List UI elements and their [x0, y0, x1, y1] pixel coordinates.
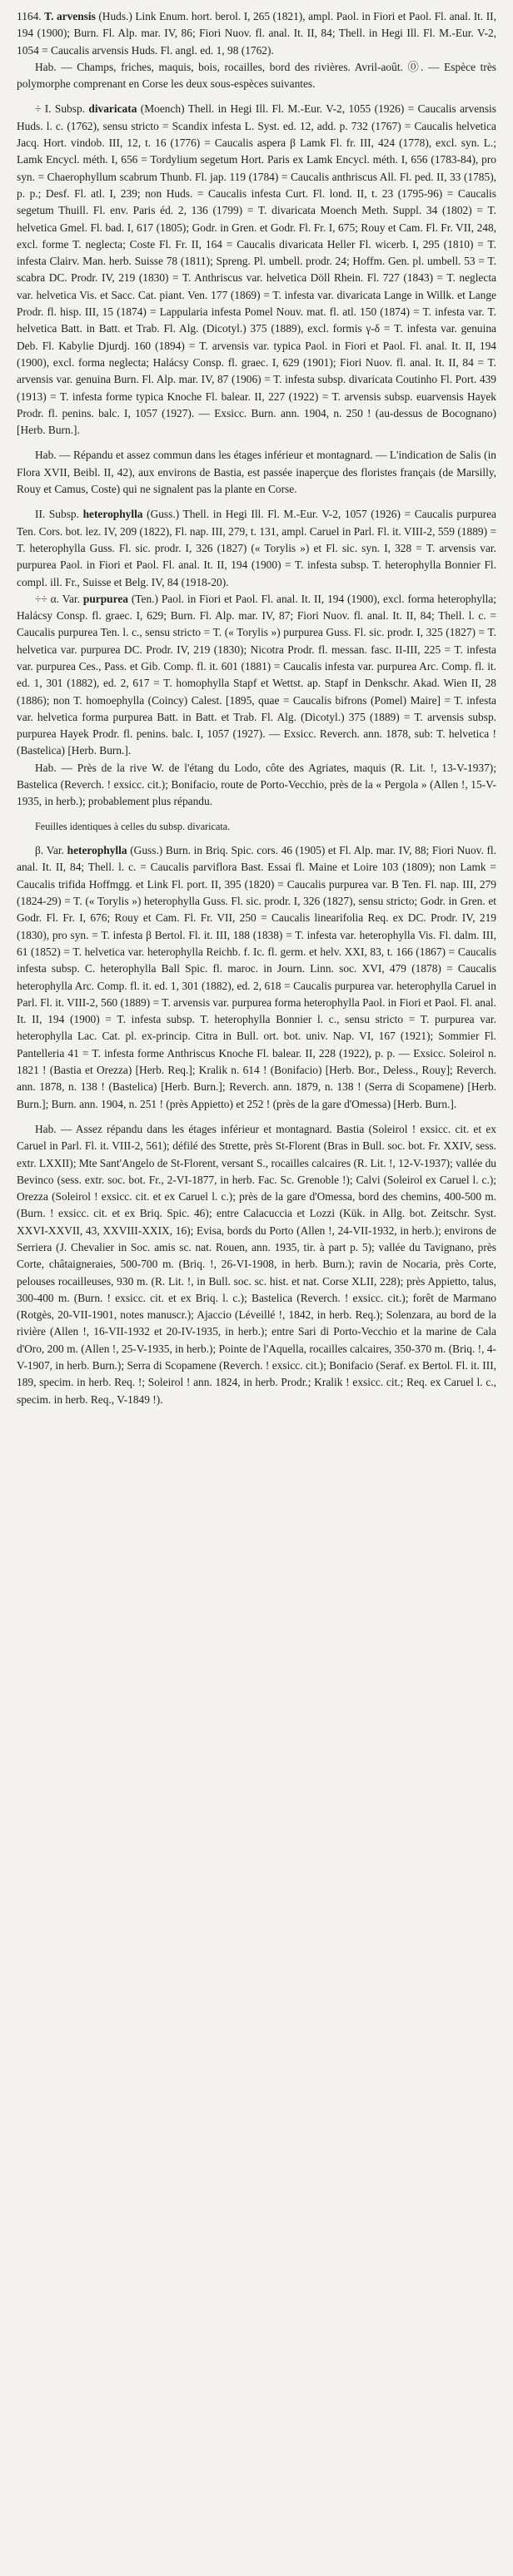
variety-a-name: purpurea — [82, 592, 128, 605]
variety-b-name: heterophylla — [67, 844, 127, 857]
variety-a-paragraph — [17, 591, 496, 760]
variety-b-marker: β. Var. — [35, 844, 64, 857]
subspecies-2-name: heterophylla — [82, 508, 143, 521]
variety-a-marker: ÷÷ α. Var. — [35, 592, 81, 605]
species-habitat: Hab. — Champs, friches, maquis, bois, rocailles, bord des rivières. Avril-août. ⓪. — Espèce très polymorphe comprenant en Corse les deux sous-espèces suivantes. — [17, 60, 496, 91]
subspecies-1-habitat: Hab. — Répandu et assez commun dans les étages inférieur et montagnard. — L'indication de Salis (in Flora XVII, Beibl. II, 42), aux environs de Bastia, est passée inaperçue des floristes français (de Marsilly, Rouy et Camus, Coste) qui ne signalent pas la plante en Corse. — [17, 449, 496, 496]
species-citation: (Huds.) Link Enum. hort. berol. I, 265 (1821), ampl. Paol. in Fiori et Paol. Fl. anal. It. II, 194 (1900); Burn. Fl. Alp. mar. IV, 86; Fiori Nuov. fl. anal. It. II, 84; Thell. in Hegi Ill. Fl. M.-Eur. V-2, 1054 = Caucalis arvensis Huds. Fl. angl. ed. 1, 98 (1762). — [17, 10, 496, 57]
subspecies-1-synonymy: (Moench) Thell. in Hegi Ill. Fl. M.-Eur. V-2, 1055 (1926) = Caucalis arvensis Huds. l. c. (1762), sensu stricto = Scandix infesta L. Syst. ed. 12, add. p. 732 (1767) = Caucalis helvetica Jacq. Hort. vindob. III, 12, t. 16 (1776) = Caucalis aspera β Lamk Fl. fr. III, 424 (1778), excl. syn. L.; Lamk Encycl. méth. I, 656 = Tordylium segetum Hort. Paris ex Lamk Encycl. méth. I, 656 (1783-84), pro syn. = Chaerophyllum scabrum Thunb. Fl. jap. 119 (1784) = Caucalis anthriscus All. Fl. ped. II, 33 (1785), p. p.; Desf. Fl. atl. I, 239; non Huds. = Caucalis infesta Curt. Fl. lond. II, t. 23 (1795-96) = Caucalis segetum Thuill. Fl. env. Paris éd. 2, 136 (1799) = T. divaricata Moench Meth. Suppl. 34 (1802) = T. helvetica Gmel. Fl. bad. I, 617 (1805); Godr. in Gren. et Godr. Fl. Fr. I, 675; Rouy et Cam. Fl. Fr. VII, 248, excl. forme T. neglecta; Coste Fl. Fr. II, 164 = Caucalis divaricata Heller Fl. wicerb. I, 295 (1810) = T. infesta Clairv. Man. herb. Suisse 78 (1811); Spreng. Pl. umbell. prodr. 24; Hoffm. Gen. pl. umbell. 53 = T. scabra DC. Prodr. IV, 219 (1830) = T. Anthriscus var. helvetica Döll Rhein. Fl. 727 (1843) = T. neglecta var. helvetica Vis. et Sacc. Cat. piant. Ven. 177 (1869) = T. infesta var. divaricata Lange in Willk. et Lange Prodr. fl. hisp. III, 15 (1874) = Lappularia infesta Pomel Nouv. mat. fl. atl. 150 (1874) = T. infesta var. T. helvetica Batt. in Batt. et Trab. Fl. Alg. (Dicotyl.) 375 (1889), excl. formis γ-δ = T. infesta var. genuina Deb. Fl. Kabylie Djurdj. 160 (1894) = T. arvensis var. typica Paol. in Fiori et Paol. Fl. anal. It. II, 194 (1900), excl. forma neglecta; Halácsy Consp. fl. graec. I, 629 (1901); Fiori Nuov. fl. anal. It. II, 84 = T. arvensis var. genuina Burn. Fl. Alp. mar. IV, 87 (1906) = T. infesta subsp. divaricata Coutinho Fl. Port. 439 (1913) = T. infesta forme typica Knoche Fl. balear. II, 227 (1922) = T. arvensis subsp. euarvensis Hayek Prodr. fl. penins. balc. I, 1057 (1927). — Exsicc. Burn. ann. 1904, n. 250 ! (au-dessus de Bocognano) [Herb. Burn.]. — [17, 102, 496, 437]
species-epithet: arvensis — [56, 10, 96, 22]
subspecies-1-name: divaricata — [88, 102, 137, 116]
variety-b-synonymy: (Guss.) Burn. in Briq. Spic. cors. 46 (1905) et Fl. Alp. mar. IV, 88; Fiori Nuov. fl. anal. It. II, 84; Thell. l. c. = Caucalis parviflora Bast. Essai fl. Maine et Loire 103 (1809); non Lamk = Caucalis trifida Hoffmgg. et Link Fl. port. II, 395 (1820) = Caucalis purpurea var. B Ten. Fl. nap. III, 279 (1824-29) = T. (« Torylis ») heterophylla Guss. Fl. sic. prodr. I, 326 (1827), sensu stricto; Godr. in Gren. et Godr. Fl. Fr. I, 676; Rouy et Cam. Fl. Fr. VII, 250 = Caucalis linearifolia Req. ex DC. Prodr. IV, 219 (1830), pro syn. = T. infesta β Bertol. Fl. it. III, 188 (1838) = T. infesta var. heterophylla Vis. Fl. dalm. III, 61 (1852) = T. helvetica var. heterophylla Reichb. f. Ic. fl. germ. et helv. XXI, 83, t. 166 (1867) = Caucalis infesta subsp. C. heterophylla Ball Spic. fl. maroc. in Journ. Linn. soc. XVI, 479 (1878) = Caucalis heterophylla Arc. Comp. fl. it. ed. 1, 301 (1882), ed. 2, 618 = Caucalis purpurea var. heterophylla Caruel in Parl. Fl. it. VIII-2, 560 (1889) = T. arvensis var. purpurea forma heterophylla Paol. in Fiori et Paol. Fl. anal. It. II, 194 (1900) = T. infesta subsp. T. heterophylla Bonnier l. c., sensu stricto = T. purpurea var. heterophylla Lac. Cat. pl. ex-princip. Citra in Bull. ort. bot. univ. Nap. VI, 167 (1921); Sommier Fl. Pantelleria 41 = T. infesta forme Anthriscus Knoche Fl. balear. II, 228 (1922), p. p. — Exsicc. Soleirol n. 1821 ! (Bastia et Orezza) [Herb. Req.]; Kralik n. 614 ! (Bonifacio) [Herb. Bor., Deless., Rouy]; Reverch. ann. 1878, n. 138 ! (Bastelica) [Herb. Burn.]; Reverch. ann. 1879, n. 138 ! (Serra di Scopamene) [Herb. Burn.]; Burn. ann. 1904, n. 251 ! (près Appietto) et 252 ! (près de la gare d'Omessa) [Herb. Burn.]. — [17, 844, 496, 1110]
subspecies-1-paragraph — [17, 101, 496, 439]
subspecies-1-marker: ÷ I. Subsp. — [35, 102, 85, 116]
subspecies-2-synonymy: (Guss.) Thell. in Hegi Ill. Fl. M.-Eur. V-2, 1057 (1926) = Caucalis purpurea Ten. Cors. bot. lez. IV, 209 (1822), Fl. nap. III, 279, t. 131, ampl. Caruel in Parl. Fl. it. VIII-2, 559 (1889) = T. heterophylla Guss. Fl. sic. prodr. I, 326 (1827) (« Torylis ») et Fl. sic. syn. I, 328 = T. arvensis var. purpurea Paol. in Fiori et Paol. Fl. anal. It. II, 194 (1900) = T. infesta subsp. T. heterophylla Bonnier Fl. compl. ill. Fr., Suisse et Belg. IV, 84 (1918-20). — [17, 508, 496, 588]
variety-b-paragraph — [17, 842, 496, 1113]
variety-a-synonymy: (Ten.) Paol. in Fiori et Paol. Fl. anal. It. II, 194 (1900), excl. forma heterophylla; Halácsy Consp. fl. graec. I, 629; Burn. Fl. Alp. mar. IV, 87; Fiori Nuov. fl. anal. It. II, 84; Thell. l. c. = Caucalis purpurea Ten. l. c., sensu stricto = T. (« Torylis ») purpurea Guss. Fl. sic. prodr. I, 325 (1827) = T. helvetica var. purpurea DC. Prodr. IV, 219 (1830); Nicotra Prodr. fl. messan. fasc. II-III, 225 = T. infesta var. purpurea Ces., Pass. et Gib. Comp. fl. it. 601 (1881) = Caucalis infesta var. purpurea Arc. Comp. fl. it. ed. 1, 301 (1882), ed. 2, 617 = T. homophylla Stapf et Wettst. ap. Stapf in Denkschr. Akad. Wien II, 28 (1886); non T. homoephylla (Coincy) Calest. [1895, quae = Caucalis bifrons (Pomel) Maire] = T. infesta var. helvetica forma purpurea Batt. in Batt. et Trab. Fl. Alg. (Dicotyl.) 375 (1889) = T. arvensis subsp. purpurea Hayek Prodr. fl. penins. balc. I, 1057 (1927). — Exsicc. Reverch. ann. 1878, sub: T. helvetica ! (Bastelica) [Herb. Burn.]. — [17, 592, 496, 757]
subspecies-2-paragraph — [17, 506, 496, 590]
subspecies-2-marker: II. Subsp. — [35, 508, 79, 521]
variety-a-note: Feuilles identiques à celles du subsp. divaricata. — [35, 820, 231, 832]
variety-a-habitat: Hab. — Près de la rive W. de l'étang du Lodo, côte des Agriates, maquis (R. Lit. !, 13-V-1937); Bastelica (Reverch. ! exsicc. cit.); Bonifacio, route de Porto-Vecchio, près de la « Pergola » (Allen !, 15-V-1935, in herb.); probablement plus répandu. — [17, 761, 496, 808]
variety-b-habitat: Hab. — Assez répandu dans les étages inférieur et montagnard. Bastia (Soleirol ! exsicc. cit. et ex Caruel in Parl. Fl. it. VIII-2, 561); défilé des Strette, près St-Florent (Bras in Bull. soc. bot. Fr. XXIV, sess. extr. LXXII); Mte Sant'Angelo de St-Florent, versant S., rocailles calcaires (R. Lit. !, 12-V-1937); vallée du Bevinco (sess. extr. soc. bot. Fr., 2-VI-1877, in herb. Fac. Sc. Grenoble !); Calvi (Soleirol ex Caruel l. c.); Orezza (Soleirol ! exsicc. cit. et ex Caruel l. c.); près de la gare d'Omessa, bord des chemins, 400-500 m. (Burn. ! exsicc. cit. et ex Briq. Spic. 46); entre Calacuccia et Lozzi (Kük. in Allg. bot. Zeitschr. Syst. XXVI-XXVII, 43, XXVIII-XXIX, 16); Evisa, bords du Porto (Allen !, 24-VII-1932, in herb.); environs de Serriera (J. Chevalier in Soc. amis sc. nat. Rouen, ann. 1935, tir. à part p. 5); vallée du Tavignano, près Corte, châtaigneraies, 500-700 m. (Briq. !, 26-VI-1908, in herb. Burn.); ravin de Nocaria, près Corte, pelouses rocailleuses, 930 m. (R. Lit. !, in Bull. soc. sc. hist. et nat. Corse XLII, 228); près Appietto, talus, 300-400 m. (Burn. ! exsicc. cit. et ex Briq. l. c.); Bastelica (Reverch. ! exsicc. cit.); forêt de Marmano (Rotgès, 20-VII-1901, notes manuscr.); Ajaccio (Léveillé !, 1842, in herb. Req.); Solenzara, au bord de la rivière (Allen !, 16-VII-1932 et 20-IV-1935, in herb.); entre Sari di Porto-Vecchio et la marine de Cala d'Oro, 200 m. (Allen !, 25-V-1935, in herb.); Pointe de l'Aquella, rocailles calcaires, 350-370 m. (Briq. !, 4-V-1907, in herb. Burn.); Serra di Scopamene (Reverch. ! exsicc. cit.); Bonifacio (Seraf. ex Bertol. Fl. it. III, 189, specim. in herb. Req. !; Soleirol ! ann. 1824, in herb. Prodr.; Kralik ! exsicc. cit.; Req. ex Caruel l. c., specim. in herb. Req., V-1849 !). — [17, 1122, 496, 1406]
entry-number: 1164. — [17, 10, 42, 22]
species-entry — [17, 8, 496, 59]
genus-letter: T. — [44, 10, 54, 22]
